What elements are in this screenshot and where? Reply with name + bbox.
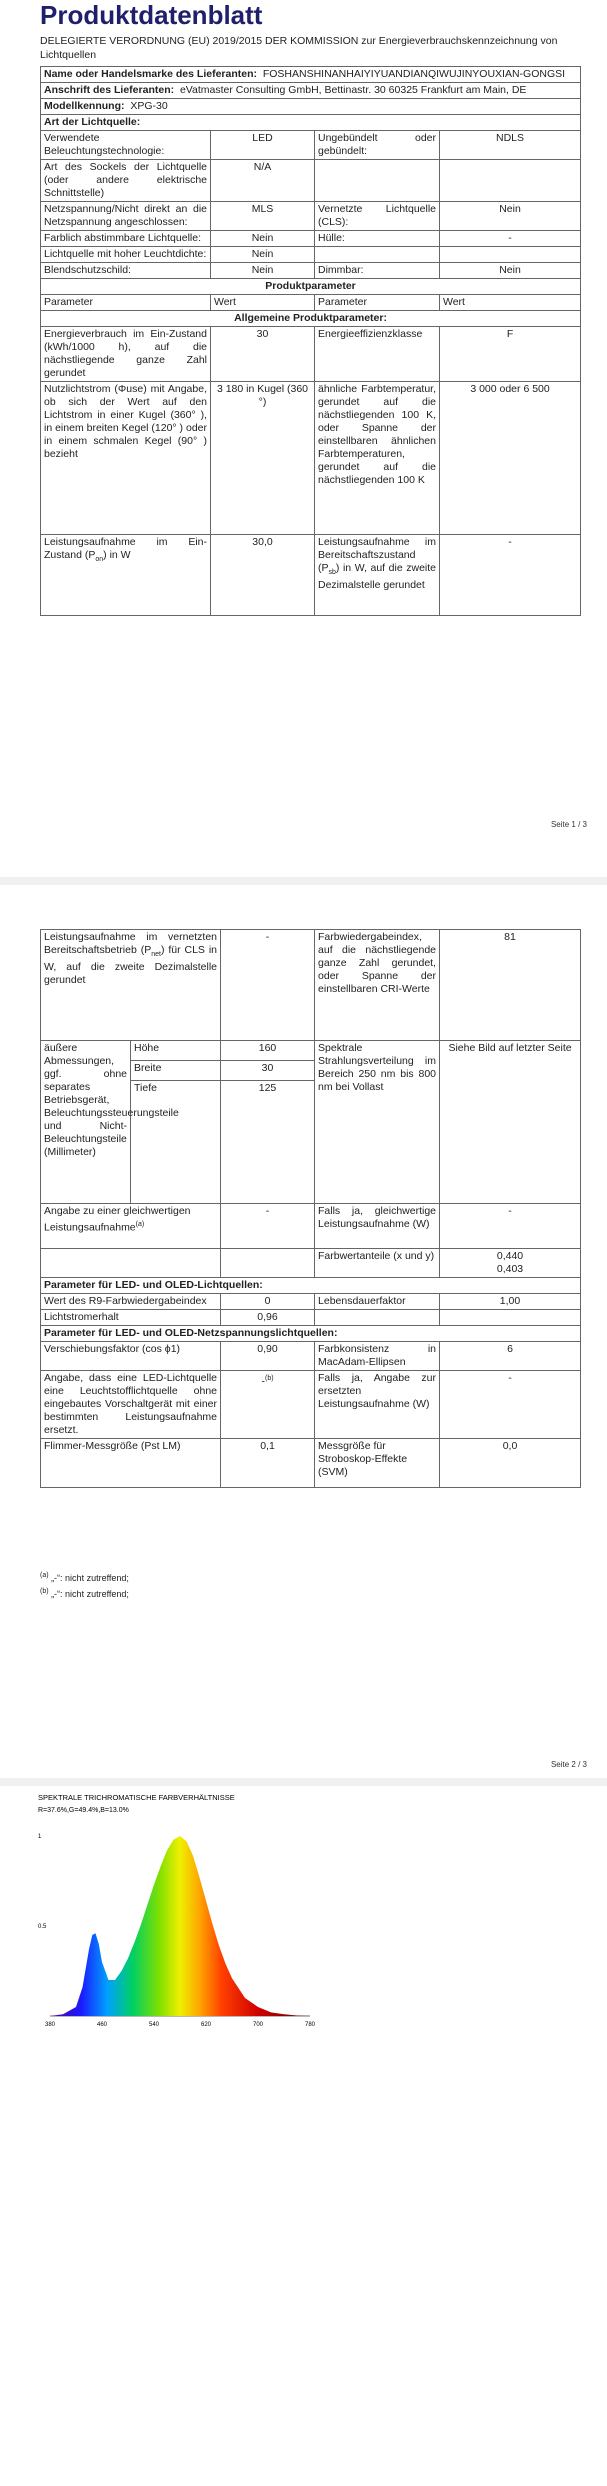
footnote-text: „-“: nicht zutreffend; [48, 1573, 129, 1583]
cell [221, 1249, 315, 1278]
column-header: Parameter [41, 295, 211, 311]
text: Leistungsaufnahme im Bereitschaftszustand (P [318, 536, 436, 574]
cell: 30,0 [211, 535, 315, 616]
cell: Falls ja, Angabe zur ersetzten Leistungsaufnahme (W) [315, 1371, 440, 1439]
value: 0,440 [496, 1250, 524, 1262]
spectrum-chart [30, 1786, 330, 2046]
table-row [41, 231, 581, 247]
cell: Lichtquelle mit hoher Leuchtdichte: [41, 247, 211, 263]
cell: Wert des R9-Farbwiedergabeindex [41, 1294, 221, 1310]
page-title: Produktdatenblatt [40, 0, 263, 30]
cell: Netzspannung/Nicht direkt an die Netzspannung angeschlossen: [41, 202, 211, 231]
column-header: Wert [211, 295, 315, 311]
cell: LED [211, 131, 315, 160]
y-tick-labels [38, 1834, 47, 1930]
cell: Energieverbrauch im Ein-Zustand (kWh/1000 h), auf die nächstliegende ganze Zahl gerundet [41, 327, 211, 382]
cell: Tiefe [131, 1081, 221, 1204]
table-row [41, 247, 581, 263]
cell: - [440, 535, 581, 616]
cell: Verschiebungsfaktor (cos ϕ1) [41, 1342, 221, 1371]
cell: Spektrale Strahlungsverteilung im Bereich 250 nm bis 800 nm bei Vollast [315, 1041, 440, 1204]
cell: - [440, 231, 581, 247]
cell: Lichtstromerhalt [41, 1310, 221, 1326]
text: ) in W [103, 549, 131, 561]
cell: Messgröße für Stroboskop-Effekte (SVM) [315, 1439, 440, 1488]
x-tick-label: 780 [304, 2022, 316, 2028]
value: 0,403 [496, 1263, 524, 1275]
cell: Flimmer-Messgröße (Pst LM) [41, 1439, 221, 1488]
regulation-subtitle: DELEGIERTE VERORDNUNG (EU) 2019/2015 DER KOMMISSION zur Energieverbrauchskennzeichnung von Lichtquellen [40, 35, 558, 61]
footnote-text: „-“: nicht zutreffend; [48, 1589, 129, 1599]
table-row [41, 1371, 581, 1439]
subscript: sb [328, 569, 336, 577]
cell: 30 [221, 1061, 315, 1081]
supplier-name-row [41, 67, 581, 83]
cell [440, 247, 581, 263]
cell: Ungebündelt oder gebündelt: [315, 131, 440, 160]
text: Angabe zu einer gleichwertigen Leistungsaufnahme [44, 1205, 191, 1234]
table-row [41, 1249, 581, 1278]
table-row [41, 1342, 581, 1371]
text: Leistungsaufnahme im vernetzten Bereitschaftsbetrieb (P [44, 931, 218, 956]
cell: 30 [211, 327, 315, 382]
cell: - [221, 1204, 315, 1249]
cell: MLS [211, 202, 315, 231]
cell: 0 [221, 1294, 315, 1310]
x-tick-label: 380 [44, 2022, 56, 2028]
subscript: net [151, 951, 161, 959]
y-tick-label: 1 [38, 1834, 42, 1840]
supplier-name: FOSHANSHINANHAIYIYUANDIANQIWUJINYOUXIAN-GONGSI [262, 68, 566, 80]
cell: Nein [211, 247, 315, 263]
cell [41, 1249, 221, 1278]
supplier-address-label: Anschrift des Lieferanten: [44, 84, 175, 96]
footnote-a [40, 1569, 129, 1585]
page-2 [0, 885, 607, 1778]
cell: - [440, 1204, 581, 1249]
cell: Nein [211, 231, 315, 247]
supplier-address-row [41, 83, 581, 99]
cell: Dimmbar: [315, 263, 440, 279]
cell: Nein [440, 202, 581, 231]
cell: Art des Sockels der Lichtquelle (oder andere elektrische Schnittstelle) [41, 160, 211, 202]
subscript: on [95, 556, 104, 564]
chart-title: SPEKTRALE TRICHROMATISCHE FARBVERHÄLTNISSE [38, 1793, 235, 1802]
x-tick-label: 460 [96, 2022, 108, 2028]
cell: 81 [440, 930, 581, 1041]
cell [41, 1204, 221, 1249]
superscript: (b) [264, 1375, 274, 1382]
table-row [41, 930, 581, 1041]
cell: Verwendete Beleuchtungstechnologie: [41, 131, 211, 160]
chart-subtitle: R=37.6%,G=49.4%,B=13.0% [38, 1807, 129, 1814]
product-data-table [40, 66, 581, 616]
cell: 0,0 [440, 1439, 581, 1488]
cell [315, 535, 440, 616]
cell [221, 1371, 315, 1439]
text: ) in W, auf die zweite Dezimalstelle gerundet [318, 562, 436, 592]
cell: Lebensdauerfaktor [315, 1294, 440, 1310]
cell: Falls ja, gleichwertige Leistungsaufnahme (W) [315, 1204, 440, 1249]
y-tick-label: 0.5 [38, 1924, 47, 1930]
table-row [41, 1204, 581, 1249]
cell: 0,1 [221, 1439, 315, 1488]
footnote-b [40, 1585, 129, 1601]
cell: Nein [211, 263, 315, 279]
supplier-name-label: Name oder Handelsmarke des Lieferanten: [44, 68, 257, 80]
cell [315, 1310, 440, 1326]
cell: Höhe [131, 1041, 221, 1061]
cell: Nein [440, 263, 581, 279]
cell [41, 930, 221, 1041]
type-heading: Art der Lichtquelle: [41, 115, 581, 131]
product-params-heading: Produktparameter [41, 279, 581, 295]
table-header-row [41, 295, 581, 311]
cell: F [440, 327, 581, 382]
x-tick-label: 540 [148, 2022, 160, 2028]
page-1 [0, 0, 607, 877]
table-row [41, 160, 581, 202]
page-3 [0, 1786, 607, 2486]
cell: 125 [221, 1081, 315, 1204]
cell [440, 1310, 581, 1326]
x-tick-label: 700 [252, 2022, 264, 2028]
cell: N/A [211, 160, 315, 202]
cell: 3 000 oder 6 500 [440, 382, 581, 535]
text: Leistungsaufnahme im Ein-Zustand (P [44, 536, 207, 561]
text: - [261, 1375, 265, 1388]
spectrum-area [50, 1836, 310, 2016]
cell [440, 160, 581, 202]
cell [41, 535, 211, 616]
model-label: Modellkennung: [44, 100, 125, 112]
cell: Vernetzte Lichtquelle (CLS): [315, 202, 440, 231]
column-header: Parameter [315, 295, 440, 311]
cell: ähnliche Farbtemperatur, gerundet auf die nächstliegenden 100 K, oder Spanne der einstellbaren ähnlichen Farbtemperaturen, gerundet auf die nächstliegenden 100 K [315, 382, 440, 535]
led-params-heading: Parameter für LED- und OLED-Lichtquellen: [41, 1278, 581, 1294]
cell: Energieeffizienzklasse [315, 327, 440, 382]
model-id: XPG-30 [130, 100, 168, 112]
cell [315, 247, 440, 263]
cell: 3 180 in Kugel (360 °) [211, 382, 315, 535]
page-number: Seite 1 / 3 [550, 820, 587, 829]
x-tick-labels [45, 2022, 316, 2028]
supplier-address: eVatmaster Consulting GmbH, Bettinastr. 30 60325 Frankfurt am Main, DE [179, 84, 527, 96]
cell: Nutzlichtstrom (Φuse) mit Angabe, ob sich der Wert auf den Lichtstrom in einer Kugel (360° ), in einem breiten Kegel (120° ) oder in einem schmalen Kegel (90° ) bezieht [41, 382, 211, 535]
table-row [41, 202, 581, 231]
cell: Farbwiedergabeindex, auf die nächstliegende ganze Zahl gerundet, oder Spanne der einstellbaren CRI-Werte [315, 930, 440, 1041]
cell: - [440, 1371, 581, 1439]
cell: 1,00 [440, 1294, 581, 1310]
cell: Siehe Bild auf letzter Seite [440, 1041, 581, 1204]
cell [440, 1249, 581, 1278]
x-tick-label: 620 [200, 2022, 212, 2028]
table-row [41, 1439, 581, 1488]
cell: Farbkonsistenz in MacAdam-Ellipsen [315, 1342, 440, 1371]
footnote-mark: (a) [40, 1572, 49, 1579]
cell: NDLS [440, 131, 581, 160]
cell [315, 160, 440, 202]
table-row [41, 327, 581, 382]
cell: Farblich abstimmbare Lichtquelle: [41, 231, 211, 247]
page-number: Seite 2 / 3 [550, 1760, 587, 1769]
cell: Angabe, dass eine LED-Lichtquelle eine Leuchtstofflichtquelle ohne eingebautes Vorschaltgerät mit einer bestimmten Leistungsaufnahme ersetzt. [41, 1371, 221, 1439]
table-row [41, 1294, 581, 1310]
table-row [41, 263, 581, 279]
cell: 0,96 [221, 1310, 315, 1326]
cell: - [221, 930, 315, 1041]
cell: 0,90 [221, 1342, 315, 1371]
superscript: (a) [135, 1221, 145, 1228]
general-params-heading: Allgemeine Produktparameter: [41, 311, 581, 327]
cell: Breite [131, 1061, 221, 1081]
table-row [41, 535, 581, 616]
cell: 6 [440, 1342, 581, 1371]
cell: 160 [221, 1041, 315, 1061]
cell: Blendschutzschild: [41, 263, 211, 279]
footnote-mark: (b) [40, 1588, 49, 1595]
model-row [41, 99, 581, 115]
table-row [41, 1041, 581, 1061]
cell: Hülle: [315, 231, 440, 247]
column-header: Wert [440, 295, 581, 311]
table-row [41, 131, 581, 160]
cell: äußere Abmessungen, ggf. ohne separates Betriebsgerät, Beleuchtungssteuerungsteile und Nicht-Beleuchtungsteile (Millimeter) [41, 1041, 131, 1204]
table-row [41, 382, 581, 535]
cell: Farbwertanteile (x und y) [315, 1249, 440, 1278]
product-data-table-2 [40, 929, 581, 1488]
table-row [41, 1310, 581, 1326]
mains-params-heading: Parameter für LED- und OLED-Netzspannungslichtquellen: [41, 1326, 581, 1342]
text: ) für CLS in W, auf die zweite Dezimalstelle gerundet [44, 944, 218, 987]
